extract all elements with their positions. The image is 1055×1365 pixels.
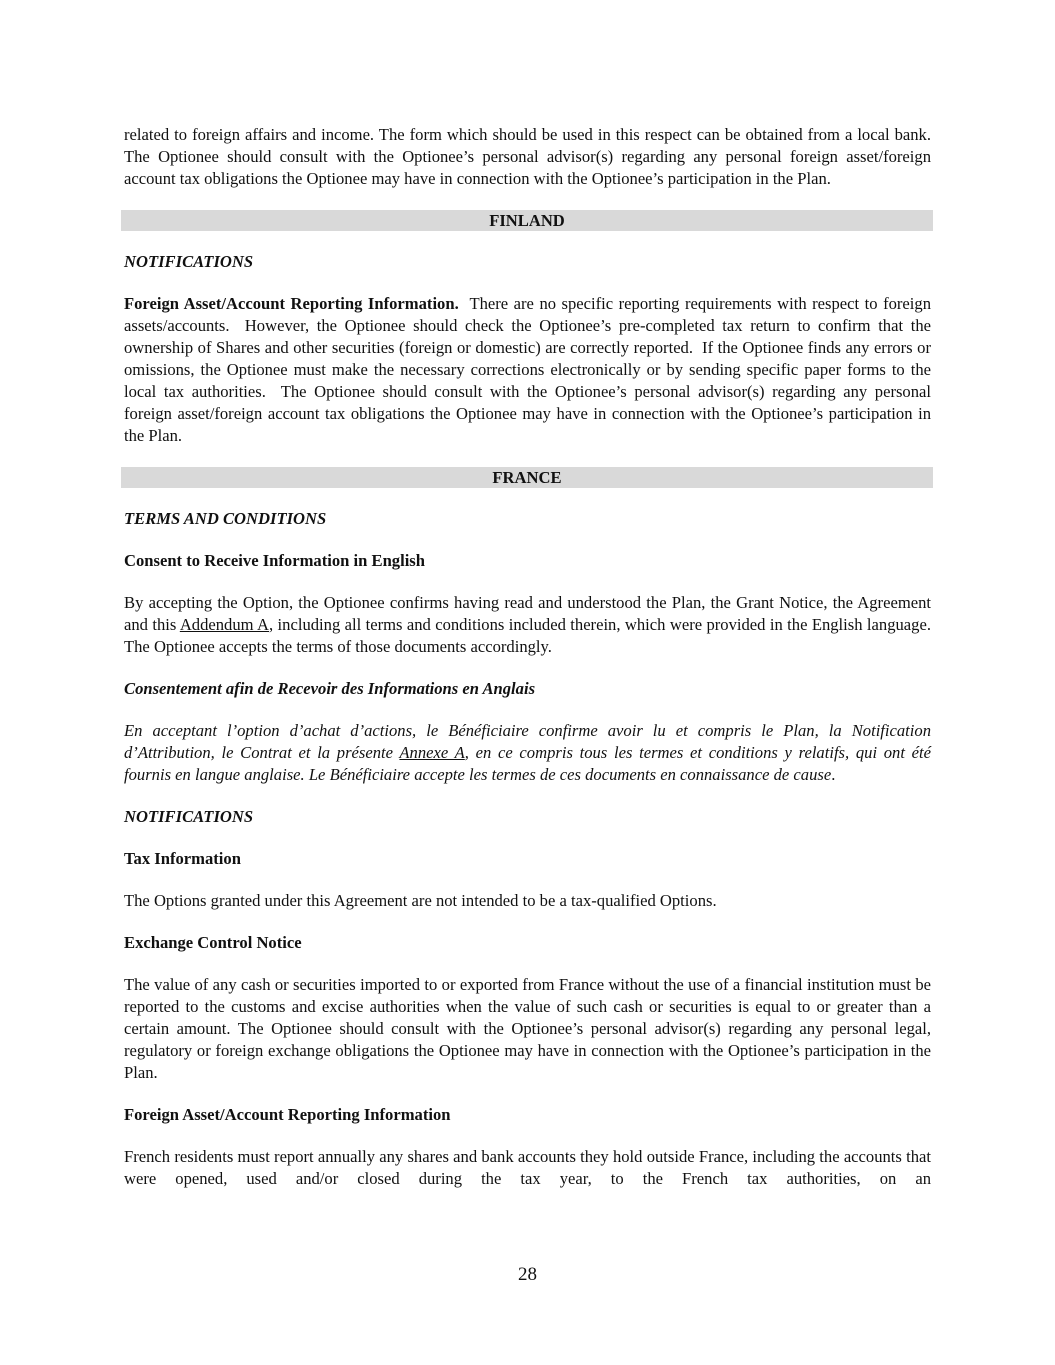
france-foreign-asset-heading: Foreign Asset/Account Reporting Information [124,1105,451,1124]
finland-notifications-heading: NOTIFICATIONS [124,252,254,271]
finland-foreign-asset-paragraph [124,293,936,447]
intro-paragraph: related to foreign affairs and income. The form which should be used in this respect can be obtained from a local bank. The Optionee should consult with the Optionee’s personal advisor(s) regarding any personal foreign asset/foreign account tax obligations the Optionee may have in connection with the Optionee’s participation in the Plan. [124,125,931,188]
france-consent-fr-paragraph [124,720,931,786]
annexe-a-link: Annexe A [399,743,465,762]
france-foreign-asset-paragraph: French residents must report annually any shares and bank accounts they hold outside France, including the accounts that were opened, used and/or closed during the tax year, to the French tax authorities, on an [124,1147,931,1188]
france-terms-heading: TERMS AND CONDITIONS [124,509,327,528]
france-exchange-paragraph: The value of any cash or securities imported to or exported from France without the use of a financial institution must be reported to the customs and excise authorities when the value of such cash or securities is equal to or greater than a certain amount. The Optionee should consult with the Optionee’s personal advisor(s) regarding any personal legal, regulatory or foreign exchange obligations the Optionee may have in connection with the Optionee’s participation in the Plan. [124,975,931,1082]
france-consent-text-1: By accepting the Option, the Optionee confirms having read and understood the Plan, the Grant Notice, the Agreement and this [124,593,931,634]
finland-foreign-asset-text: There are no specific reporting requirements with respect to foreign assets/accounts. However, the Optionee should check the Optionee’s pre-completed tax return to confirm that the ownership of Shares and other securities (foreign or domestic) are correctly reported. If the Optionee finds any errors or omissions, the Optionee must make the necessary corrections electronically or by sending specific paper forms to the local tax authorities. The Optionee should consult with the Optionee’s personal advisor(s) regarding any personal foreign asset/foreign account tax obligations the Optionee may have in connection with the Optionee’s participation in the Plan. [124,294,936,445]
document-page [124,124,936,1210]
finland-foreign-asset-label: Foreign Asset/Account Reporting Information. [124,294,459,313]
addendum-a-link: Addendum A [179,615,270,634]
france-tax-paragraph: The Options granted under this Agreement are not intended to be a tax-qualified Options. [124,891,717,910]
france-consent-heading: Consent to Receive Information in English [124,551,425,570]
france-notifications-heading: NOTIFICATIONS [124,807,254,826]
france-consent-fr-end: . [831,765,836,784]
section-header-france: FRANCE [121,467,933,488]
france-consent-fr-text-2: , en ce compris tous les termes et conditions y relatifs, qui ont été fournis en langue anglaise. Le Bénéficiaire accepte les termes de ces documents en connaissance de cause [124,743,932,784]
france-exchange-heading: Exchange Control Notice [124,933,302,952]
france-consent-fr-text-1: En acceptant l’option d’achat d’actions, le Bénéficiaire confirme avoir lu et compris le Plan, la Notification d’Attribution, le Contrat et la présente [124,721,931,762]
france-tax-heading: Tax Information [124,849,241,868]
page-number: 28 [518,1264,537,1285]
france-consent-fr-heading: Consentement afin de Recevoir des Informations en Anglais [124,679,536,698]
france-consent-text-2: , including all terms and conditions included therein, which were provided in the English language. The Optionee accepts the terms of those documents accordingly. [124,615,931,656]
section-header-finland: FINLAND [121,210,933,231]
france-consent-paragraph [124,592,931,658]
